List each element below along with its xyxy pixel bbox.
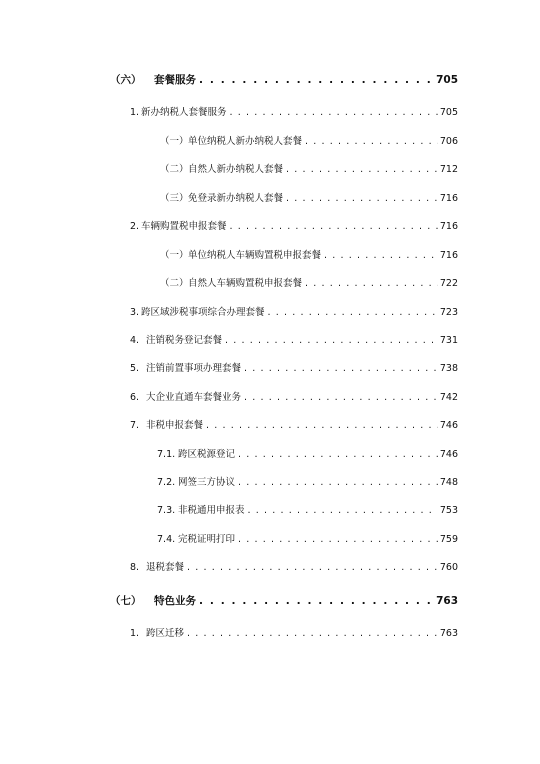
toc-entry-title: 单位纳税人车辆购置税申报套餐 bbox=[188, 250, 322, 261]
toc-page-number: 712 bbox=[439, 164, 458, 175]
toc-entry-5[interactable] bbox=[130, 362, 458, 376]
toc-dot-leader bbox=[286, 192, 438, 206]
toc-entry-number: （一） bbox=[160, 250, 189, 261]
toc-entry-number: （六） bbox=[110, 74, 142, 86]
toc-entry-title: 新办纳税人套餐服务 bbox=[141, 107, 227, 118]
toc-dot-leader bbox=[238, 533, 438, 547]
toc-dot-leader bbox=[286, 163, 438, 177]
toc-dot-leader bbox=[225, 334, 438, 348]
toc-subentry-7-3[interactable] bbox=[157, 504, 458, 518]
toc-entry-title: 单位纳税人新办纳税人套餐 bbox=[188, 136, 303, 147]
toc-entry-number: 3. bbox=[130, 307, 140, 318]
toc-page-number: 763 bbox=[436, 595, 458, 607]
toc-entry-number: （一） bbox=[160, 136, 189, 147]
toc-dot-leader bbox=[244, 362, 438, 376]
toc-page-number: 705 bbox=[439, 107, 458, 118]
toc-subentry-1-3[interactable] bbox=[160, 192, 458, 206]
toc-page-number: 722 bbox=[439, 278, 458, 289]
toc-entry-title: 套餐服务 bbox=[154, 74, 196, 86]
toc-entry-title: 特色业务 bbox=[154, 595, 196, 607]
toc-entry-special-1[interactable] bbox=[130, 627, 458, 641]
toc-subentry-2-1[interactable] bbox=[160, 249, 458, 263]
toc-entry-number: （三） bbox=[160, 193, 189, 204]
toc-dot-leader bbox=[206, 419, 438, 433]
toc-subentry-7-4[interactable] bbox=[157, 533, 458, 547]
toc-dot-leader bbox=[230, 106, 438, 120]
toc-page-number: 763 bbox=[439, 628, 458, 639]
toc-dot-leader bbox=[324, 249, 438, 263]
toc-entry-title: 退税套餐 bbox=[146, 562, 185, 573]
toc-entry-number: 7.4. bbox=[157, 534, 176, 545]
toc-subentry-2-2[interactable] bbox=[160, 277, 458, 291]
toc-dot-leader bbox=[305, 277, 438, 291]
toc-page-number: 705 bbox=[436, 74, 458, 86]
toc-dot-leader bbox=[187, 561, 438, 575]
toc-entry-title: 免登录新办纳税人套餐 bbox=[188, 193, 284, 204]
toc-entry-number: 1. bbox=[130, 107, 140, 118]
toc-entry-title: 跨区税源登记 bbox=[178, 449, 236, 460]
toc-entry-title: 非税申报套餐 bbox=[146, 420, 204, 431]
toc-entry-6[interactable] bbox=[130, 391, 458, 405]
toc-entry-8[interactable] bbox=[130, 561, 458, 575]
toc-entry-number: 7. bbox=[130, 420, 140, 431]
toc-subentry-1-2[interactable] bbox=[160, 163, 458, 177]
toc-entry-number: （二） bbox=[160, 164, 189, 175]
toc-page-number: 746 bbox=[439, 449, 458, 460]
toc-section-7[interactable] bbox=[110, 594, 458, 608]
toc-page-number: 746 bbox=[439, 420, 458, 431]
toc-page-number: 748 bbox=[439, 477, 458, 488]
toc-page-number: 742 bbox=[439, 392, 458, 403]
toc-entry-title: 自然人车辆购置税申报套餐 bbox=[188, 278, 303, 289]
toc-entry-number: 2. bbox=[130, 221, 140, 232]
toc-page-number: 731 bbox=[439, 335, 458, 346]
toc-subentry-1-1[interactable] bbox=[160, 135, 458, 149]
toc-subentry-7-1[interactable] bbox=[157, 448, 458, 462]
toc-entry-7[interactable] bbox=[130, 419, 458, 433]
toc-dot-leader bbox=[248, 504, 438, 518]
toc-entry-title: 注销前置事项办理套餐 bbox=[146, 363, 242, 374]
toc-page-number: 716 bbox=[439, 221, 458, 232]
toc-entry-number: 1. bbox=[130, 628, 140, 639]
toc-dot-leader bbox=[199, 594, 434, 608]
toc-page-number: 723 bbox=[439, 307, 458, 318]
toc-page-number: 759 bbox=[439, 534, 458, 545]
toc-dot-leader bbox=[268, 306, 438, 320]
toc-dot-leader bbox=[238, 476, 438, 490]
toc-dot-leader bbox=[244, 391, 438, 405]
toc-entry-3[interactable] bbox=[130, 306, 458, 320]
toc-entry-title: 跨区迁移 bbox=[146, 628, 185, 639]
toc-dot-leader bbox=[230, 220, 438, 234]
toc-page-number: 716 bbox=[439, 193, 458, 204]
toc-entry-number: （二） bbox=[160, 278, 189, 289]
toc-page-number: 706 bbox=[439, 136, 458, 147]
toc-entry-number: 4. bbox=[130, 335, 140, 346]
toc-dot-leader bbox=[187, 627, 438, 641]
toc-entry-title: 跨区域涉税事项综合办理套餐 bbox=[141, 307, 265, 318]
toc-entry-number: 7.2. bbox=[157, 477, 176, 488]
toc-entry-4[interactable] bbox=[130, 334, 458, 348]
toc-entry-title: 自然人新办纳税人套餐 bbox=[188, 164, 284, 175]
toc-page-number: 716 bbox=[439, 250, 458, 261]
toc-dot-leader bbox=[199, 73, 434, 87]
toc-entry-title: 网签三方协议 bbox=[178, 477, 236, 488]
toc-page-number: 753 bbox=[439, 505, 458, 516]
toc-section-6[interactable] bbox=[110, 73, 458, 87]
toc-dot-leader bbox=[305, 135, 438, 149]
toc-page-number: 760 bbox=[439, 562, 458, 573]
toc-entry-title: 大企业直通车套餐业务 bbox=[146, 392, 242, 403]
toc-entry-1[interactable] bbox=[130, 106, 458, 120]
toc-entry-title: 非税通用申报表 bbox=[178, 505, 245, 516]
toc-entry-2[interactable] bbox=[130, 220, 458, 234]
toc-entry-number: （七） bbox=[110, 595, 142, 607]
toc-entry-number: 6. bbox=[130, 392, 140, 403]
toc-subentry-7-2[interactable] bbox=[157, 476, 458, 490]
toc-entry-title: 注销税务登记套餐 bbox=[146, 335, 223, 346]
toc-entry-title: 完税证明打印 bbox=[178, 534, 236, 545]
toc-dot-leader bbox=[238, 448, 438, 462]
toc-page-number: 738 bbox=[439, 363, 458, 374]
toc-entry-title: 车辆购置税申报套餐 bbox=[141, 221, 227, 232]
toc-entry-number: 7.1. bbox=[157, 449, 176, 460]
toc-entry-number: 8. bbox=[130, 562, 140, 573]
toc-entry-number: 7.3. bbox=[157, 505, 176, 516]
toc-entry-number: 5. bbox=[130, 363, 140, 374]
